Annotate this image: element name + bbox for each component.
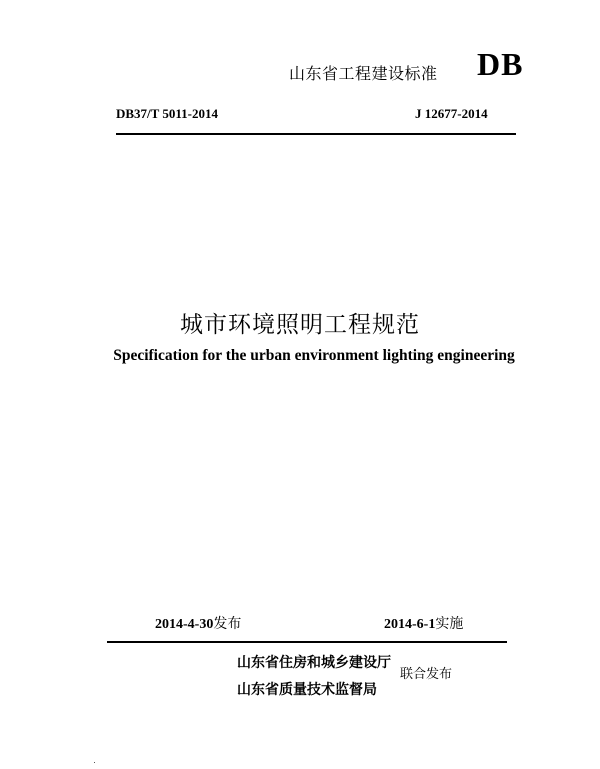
bottom-divider (107, 641, 507, 643)
publish-date: 2014-4-30 (155, 617, 214, 632)
implement-date: 2014-6-1 (384, 617, 436, 632)
issuer-quality-bureau: 山东省质量技术监督局 (237, 682, 377, 698)
top-divider (116, 133, 516, 135)
issuer-housing-department: 山东省住房和城乡建设厅 (237, 655, 391, 671)
publish-label: 发布 (213, 616, 242, 632)
standard-category-title: 山东省工程建设标准 (289, 64, 438, 83)
document-title-english: Specification for the urban environment lighting engineering (113, 347, 515, 364)
stray-mark (94, 762, 95, 763)
standard-number: DB37/T 5011-2014 (116, 106, 218, 121)
implement-date-line (384, 613, 463, 633)
document-title-chinese: 城市环境照明工程规范 (180, 312, 420, 338)
joint-release-label: 联合发布 (400, 667, 453, 682)
publish-date-line (155, 613, 241, 633)
db-logo: DB (477, 46, 524, 82)
record-number: J 12677-2014 (415, 106, 488, 121)
implement-label: 实施 (435, 616, 464, 632)
